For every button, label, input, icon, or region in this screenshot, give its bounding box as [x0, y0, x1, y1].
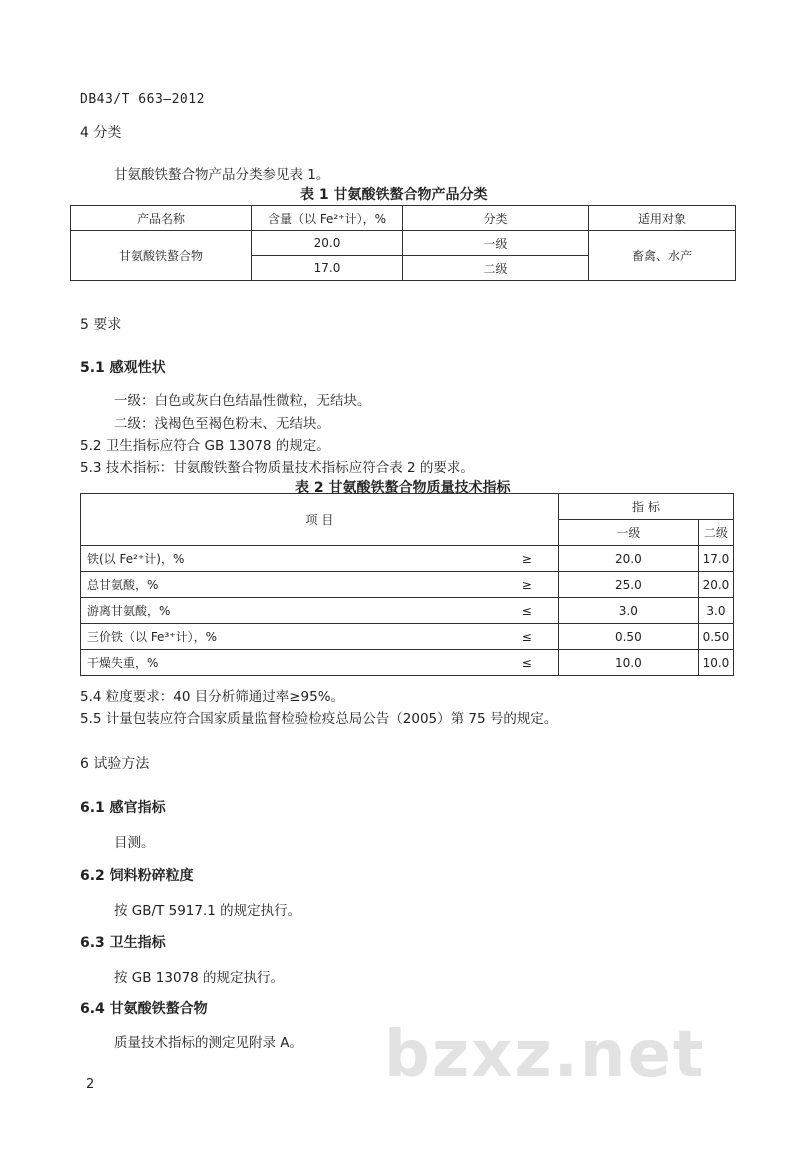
table-1-grade-cell: 一级	[403, 231, 589, 256]
table-1	[70, 205, 736, 281]
table-2-item-name: 三价铁（以 Fe³⁺计），%	[81, 624, 458, 650]
table-2-col-g2: 二级	[698, 520, 733, 546]
section-5-5: 5.5 计量包装应符合国家质量监督检验检疫总局公告（2005）第 75 号的规定。	[80, 711, 558, 727]
table-1-target-cell: 畜禽、水产	[589, 231, 736, 281]
section-5-4: 5.4 粒度要求：40 目分析筛通过率≥95%。	[80, 689, 345, 705]
section-6-1-body: 目测。	[114, 835, 155, 851]
table-2-g1-value: 3.0	[558, 598, 698, 624]
table-2-g1-value: 0.50	[558, 624, 698, 650]
table-1-product-cell: 甘氨酸铁螯合物	[71, 231, 252, 281]
page-number: 2	[86, 1077, 95, 1092]
section-6-3-title: 6.3 卫生指标	[80, 935, 166, 951]
table-2-g2-value: 17.0	[698, 546, 733, 572]
table-1-col-target: 适用对象	[589, 206, 736, 231]
section-5-2: 5.2 卫生指标应符合 GB 13078 的规定。	[80, 438, 330, 454]
table-2-item-name: 总甘氨酸，%	[81, 572, 458, 598]
table-row	[81, 598, 734, 624]
table-row	[81, 572, 734, 598]
section-5-title: 5 要求	[80, 317, 122, 333]
table-2-caption: 表 2 甘氨酸铁螯合物质量技术指标	[295, 480, 511, 496]
table-1-col-product: 产品名称	[71, 206, 252, 231]
table-2-col-item: 项 目	[81, 494, 559, 546]
table-2-g2-value: 3.0	[698, 598, 733, 624]
table-row	[81, 546, 734, 572]
table-2-item-symbol: ≤	[457, 598, 558, 624]
standard-number: DB43/T 663—2012	[80, 92, 205, 107]
table-2-g1-value: 10.0	[558, 650, 698, 676]
table-2-item-symbol: ≥	[457, 546, 558, 572]
section-5-1-title: 5.1 感观性状	[80, 360, 166, 376]
section-6-title: 6 试验方法	[80, 756, 150, 772]
table-1-col-grade: 分类	[403, 206, 589, 231]
table-2-g1-value: 25.0	[558, 572, 698, 598]
watermark: bzxz.net	[384, 1018, 706, 1092]
table-2-g2-value: 20.0	[698, 572, 733, 598]
section-6-1-title: 6.1 感官指标	[80, 800, 166, 816]
section-4-title: 4 分类	[80, 125, 122, 141]
table-1-content-cell: 17.0	[252, 256, 403, 281]
section-5-3: 5.3 技术指标：甘氨酸铁螯合物质量技术指标应符合表 2 的要求。	[80, 460, 474, 476]
table-2-col-index: 指 标	[558, 494, 733, 520]
section-6-2-title: 6.2 饲料粉碎粒度	[80, 868, 194, 884]
section-4-intro: 甘氨酸铁螯合物产品分类参见表 1。	[114, 167, 330, 183]
section-5-1-line-2: 二级：浅褐色至褐色粉末、无结块。	[114, 416, 330, 432]
table-1-content-cell: 20.0	[252, 231, 403, 256]
section-6-4-title: 6.4 甘氨酸铁螯合物	[80, 1001, 208, 1017]
table-2-g2-value: 10.0	[698, 650, 733, 676]
table-2-item-symbol: ≤	[457, 624, 558, 650]
table-2-header-row	[81, 494, 734, 520]
table-row	[81, 624, 734, 650]
table-2-item-name: 干燥失重，%	[81, 650, 458, 676]
table-2	[80, 493, 734, 676]
table-1-col-content: 含量（以 Fe²⁺计），%	[252, 206, 403, 231]
table-2-item-name: 游离甘氨酸，%	[81, 598, 458, 624]
table-2-g2-value: 0.50	[698, 624, 733, 650]
table-2-item-symbol: ≤	[457, 650, 558, 676]
table-2-item-symbol: ≥	[457, 572, 558, 598]
table-row	[71, 231, 736, 256]
table-2-g1-value: 20.0	[558, 546, 698, 572]
table-1-caption: 表 1 甘氨酸铁螯合物产品分类	[300, 187, 488, 203]
table-2-col-g1: 一级	[558, 520, 698, 546]
section-5-1-line-1: 一级：白色或灰白色结晶性微粒，无结块。	[114, 393, 371, 409]
table-2-item-name: 铁(以 Fe²⁺计)，%	[81, 546, 458, 572]
table-1-grade-cell: 二级	[403, 256, 589, 281]
table-1-header-row	[71, 206, 736, 231]
section-6-4-body: 质量技术指标的测定见附录 A。	[114, 1035, 304, 1051]
table-row	[81, 650, 734, 676]
section-6-2-body: 按 GB/T 5917.1 的规定执行。	[114, 903, 302, 919]
section-6-3-body: 按 GB 13078 的规定执行。	[114, 970, 285, 986]
